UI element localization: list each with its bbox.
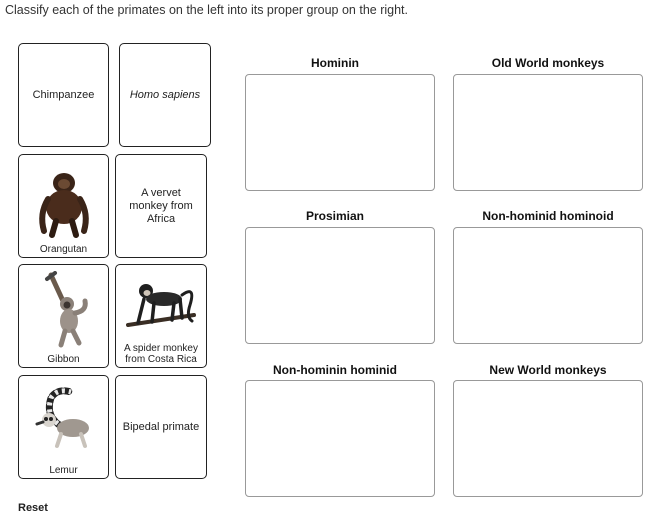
card-spider-monkey[interactable]: [115, 264, 207, 368]
card-lemur[interactable]: [18, 375, 109, 479]
card-homo-sapiens[interactable]: [119, 43, 211, 147]
zone-label-prosimian: Prosimian: [305, 209, 365, 223]
drop-zone-new-world-monkeys[interactable]: [453, 380, 643, 497]
zone-label-new-world-monkeys: New World monkeys: [489, 363, 607, 377]
card-gibbon[interactable]: [18, 264, 109, 368]
card-label: A vervet monkey from Africa: [129, 186, 193, 225]
card-vervet-monkey[interactable]: [115, 154, 207, 258]
drop-zone-old-world-monkeys[interactable]: [453, 74, 643, 191]
card-orangutan[interactable]: [18, 154, 109, 258]
card-chimpanzee[interactable]: [18, 43, 109, 147]
zone-label-hominin: Hominin: [311, 56, 359, 70]
card-label: A spider monkey from Costa Rica: [124, 343, 198, 365]
card-label: Chimpanzee: [32, 88, 95, 101]
instructions-text: Classify each of the primates on the left into its proper group on the right.: [5, 3, 408, 17]
zone-label-old-world-monkeys: Old World monkeys: [491, 56, 605, 70]
card-label: Orangutan: [39, 244, 88, 255]
lemur-image: [31, 386, 97, 452]
drop-zone-prosimian[interactable]: [245, 227, 435, 344]
card-label: Homo sapiens: [129, 88, 201, 101]
spider-monkey-image: [124, 277, 200, 333]
gibbon-image: [37, 271, 97, 349]
card-label: Lemur: [49, 465, 78, 476]
drop-zone-non-hominin-hominid[interactable]: [245, 380, 435, 497]
card-bipedal-primate[interactable]: [115, 375, 207, 479]
drop-zone-non-hominid-hominoid[interactable]: [453, 227, 643, 344]
zone-label-non-hominid-hominoid: Non-hominid hominoid: [482, 209, 614, 223]
zone-label-non-hominin-hominid: Non-hominin hominid: [273, 363, 397, 377]
card-label: Bipedal primate: [122, 420, 200, 433]
drop-zone-hominin[interactable]: [245, 74, 435, 191]
orangutan-image: [34, 169, 94, 239]
reset-button[interactable]: Reset: [18, 502, 48, 514]
card-label: Gibbon: [47, 354, 80, 365]
